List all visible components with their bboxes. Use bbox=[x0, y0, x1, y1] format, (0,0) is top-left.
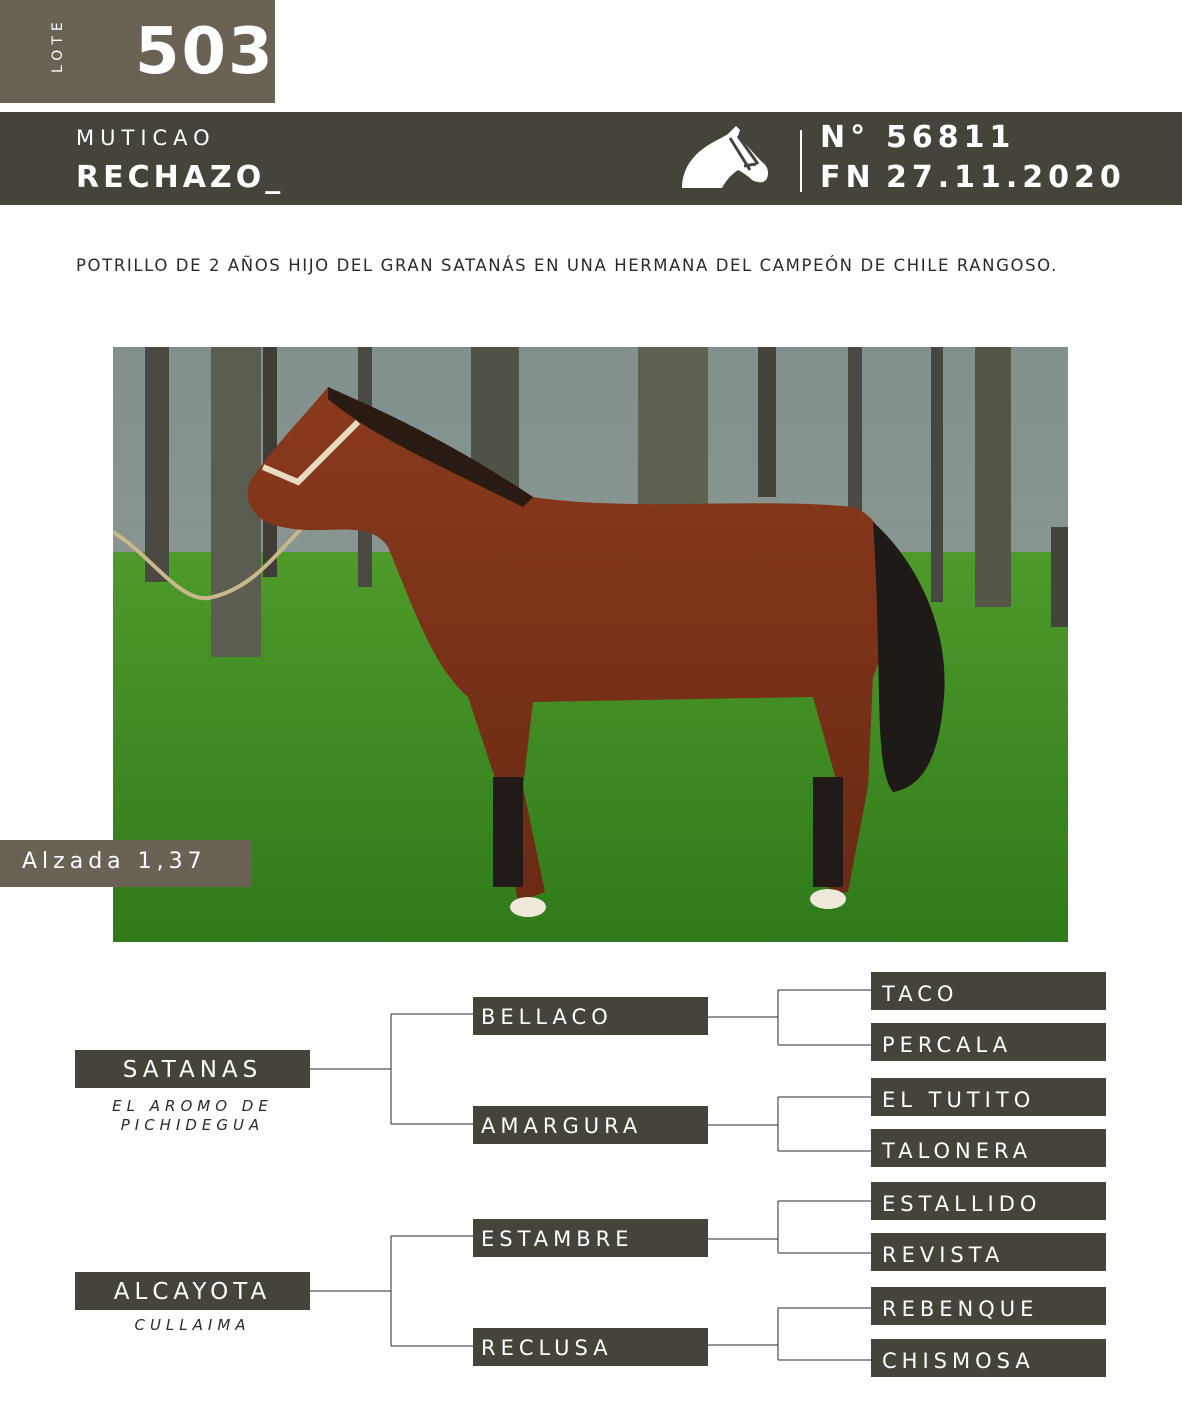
dam-box: ALCAYOTA bbox=[75, 1272, 310, 1310]
birth-label: FN bbox=[820, 160, 876, 195]
sire-breeder: EL AROMO DE PICHIDEGUA bbox=[112, 1097, 273, 1134]
lot-number: 503 bbox=[135, 15, 275, 89]
description: POTRILLO DE 2 AÑOS HIJO DEL GRAN SATANÁS EN UNA HERMANA DEL CAMPEÓN DE CHILE RANGOSO. bbox=[76, 256, 1058, 275]
grandsire-paternal: BELLACO bbox=[473, 997, 708, 1035]
granddam-paternal: AMARGURA bbox=[473, 1106, 708, 1144]
lot-label: LOTE bbox=[50, 17, 66, 73]
height-badge: Alzada 1,37 bbox=[0, 840, 252, 887]
great-grandparent: PERCALA bbox=[871, 1023, 1106, 1061]
great-grandparent: REVISTA bbox=[871, 1233, 1106, 1271]
sire-box: SATANAS bbox=[75, 1050, 310, 1088]
registration-number: 56811 bbox=[886, 120, 1016, 155]
horse-name: RECHAZO_ bbox=[76, 160, 285, 195]
great-grandparent: CHISMOSA bbox=[871, 1339, 1106, 1377]
dam-breeder: CULLAIMA bbox=[134, 1316, 251, 1334]
birth-date: 27.11.2020 bbox=[886, 160, 1126, 195]
granddam-maternal: RECLUSA bbox=[473, 1328, 708, 1366]
registration-label: N° bbox=[820, 120, 871, 155]
sire-line: MUTICAO bbox=[76, 126, 216, 150]
great-grandparent: REBENQUE bbox=[871, 1287, 1106, 1325]
grandsire-maternal: ESTAMBRE bbox=[473, 1219, 708, 1257]
great-grandparent: ESTALLIDO bbox=[871, 1182, 1106, 1220]
great-grandparent: EL TUTITO bbox=[871, 1078, 1106, 1116]
great-grandparent: TACO bbox=[871, 972, 1106, 1010]
great-grandparent: TALONERA bbox=[871, 1129, 1106, 1167]
